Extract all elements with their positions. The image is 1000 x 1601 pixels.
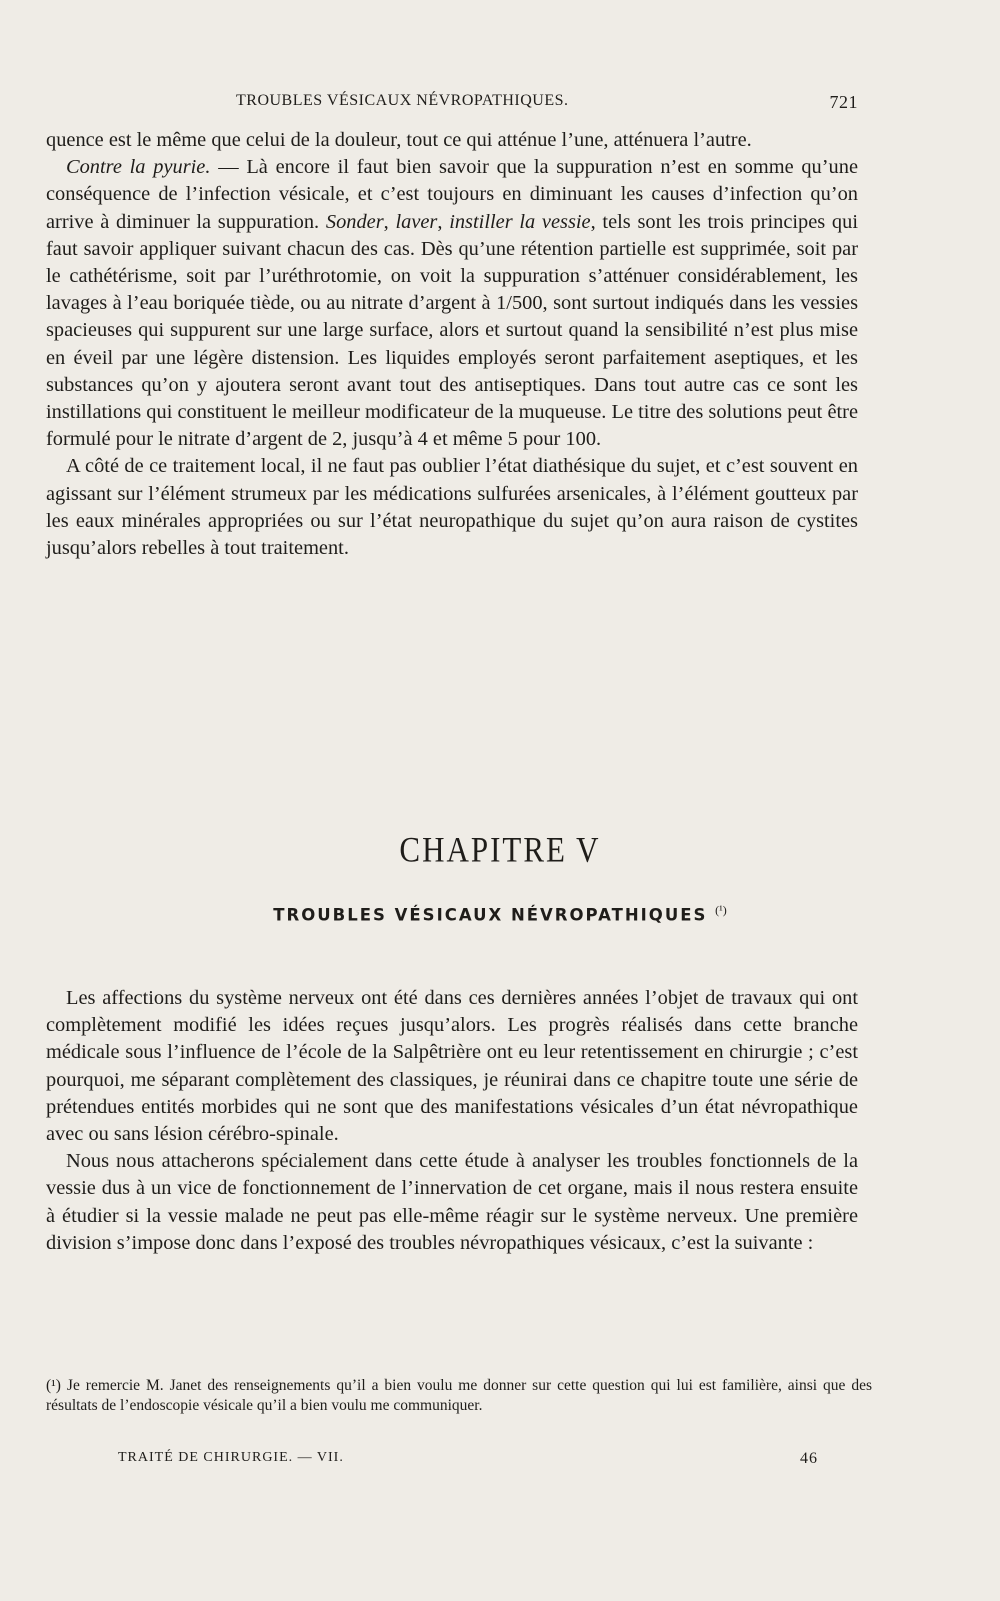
- paragraph-continued: quence est le même que celui de la douleur, tout ce qui atténue l’une, atténuera l’autre.: [46, 129, 752, 151]
- term-sonder: Sonder: [325, 210, 384, 233]
- running-head-title: TROUBLES VÉSICAUX NÉVROPATHIQUES.: [236, 92, 569, 109]
- footer-book-title: TRAITÉ DE CHIRURGIE. — VII.: [118, 1450, 344, 1465]
- footnote: [46, 1376, 872, 1415]
- term-instiller: instiller la vessie: [449, 210, 591, 233]
- term-laver: laver: [395, 210, 438, 233]
- pyuria-text-b: , tels sont les trois principes qui faut savoir appliquer suivant chacun des cas. Dès qu’une rétention partielle est supprimée, soit par le cathétérisme, soit par l’uréthrotomie, on voit la suppuration s’atténuer considérablement, les lavages à l’eau boriquée tiède, ou au nitrate d’argent à 1/500, sont surtout indiqués dans les vessies spacieuses qui suppurent sur une large surface, alors et surtout quand la sensibilité n’est plus mise en éveil par une légère distension. Les liquides employés seront parfaitement aseptiques, et les substances qu’on y ajoutera seront avant tout des antiseptiques. Dans tout autre cas ce sont les instillations qui constituent le meilleur modificateur de la muqueuse. Le titre des solutions peut être formulé pour le nitrate d’argent de 2, jusqu’à 4 et même 5 pour 100.: [46, 210, 858, 451]
- chapter-number: CHAPITRE V: [399, 829, 601, 870]
- page-number: 721: [829, 92, 858, 112]
- pyuria-text-a: — Là encore il faut bien savoir que la suppuration n’est en somme qu’une conséquence de l’infection vésicale, et c’est toujours en diminuant les causes d’infection qu’on arrive à diminuer la suppuration.: [46, 156, 858, 233]
- footnote-ref: (¹): [715, 903, 727, 917]
- pyuria-heading: Contre la pyurie.: [66, 156, 211, 179]
- separator: ,: [437, 210, 450, 233]
- footnote-marker: (¹): [46, 1377, 61, 1394]
- paragraph-diathesis: A côté de ce traitement local, il ne faut pas oublier l’état diathésique du sujet, et c’est souvent en agissant sur l’élément strumeux par les médications sulfurées arsenicales, à l’élément goutteux par les eaux minérales appropriées ou sur l’état neuropathique du sujet qu’on aura raison de cystites jusqu’alors rebelles à tout traitement.: [46, 455, 858, 560]
- body-text-chapter: [46, 985, 858, 1257]
- page-footer: [118, 1450, 818, 1472]
- signature-mark: 46: [800, 1450, 818, 1467]
- paragraph-intro: Les affections du système nerveux ont été dans ces dernières années l’objet de travaux qui ont complètement modifié les idées reçues jusqu’alors. Les progrès réalisés dans cette branche médicale sous l’influence de l’école de la Salpêtrière ont eu leur retentissement en chirurgie ; c’est pourquoi, me séparant complètement des classiques, je réunirai dans ce chapitre toute une série de prétendues entités morbides qui ne sont que des manifestations vésicales d’un état névropathique avec ou sans lésion cérébro-spinale.: [46, 987, 858, 1146]
- body-text-top: [46, 127, 858, 562]
- paragraph-study: Nous nous attacherons spécialement dans cette étude à analyser les troubles fonctionnels de la vessie dus à un vice de fonctionnement de l’innervation de cet organe, mais il nous restera ensuite à étudier si la vessie malade ne peut pas elle-même réagir sur le système nerveux. Une première division s’impose donc dans l’exposé des troubles névropathiques vésicaux, c’est la suivante :: [46, 1150, 858, 1254]
- chapter-title-text: TROUBLES VÉSICAUX NÉVROPATHIQUES: [273, 905, 708, 925]
- paragraph-pyuria: [46, 154, 858, 453]
- running-head: [46, 92, 858, 120]
- separator: ,: [383, 210, 396, 233]
- footnote-text: Je remercie M. Janet des renseignements qu’il a bien voulu me donner sur cette question qui lui est familière, ainsi que des résultats de l’endoscopie vésicale qu’il a bien voulu me communiquer.: [46, 1377, 872, 1414]
- chapter-title: [0, 903, 1000, 925]
